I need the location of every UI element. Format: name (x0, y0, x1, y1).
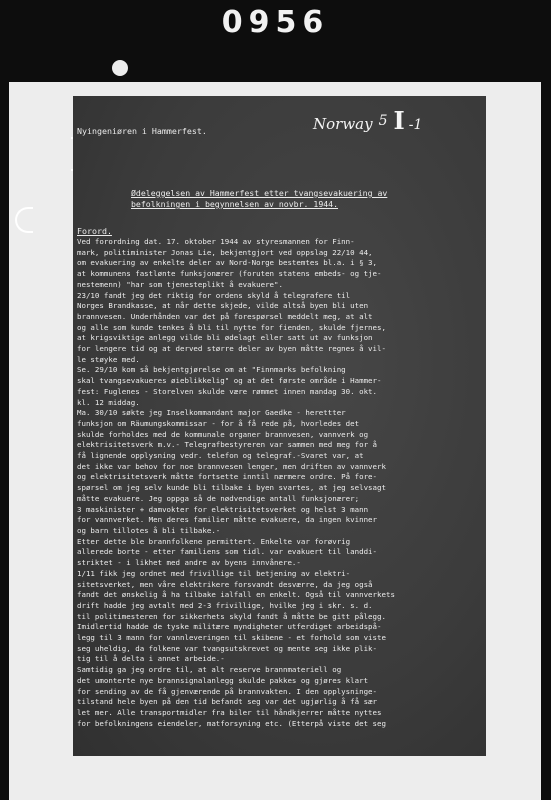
document-photo (73, 96, 486, 756)
body-line: nestemenn) "har som tjenesteplikt å evakuere". (77, 279, 283, 289)
body-line: striktet - i likhet med andre av byens innvånere.- (77, 558, 301, 568)
body-line: legg til 3 mann for vannleveringen til skibene - et forhold som viste (77, 633, 386, 643)
body-line: at krigsviktige anlegg vilde bli ødelagt eller satt ut av funksjon (77, 333, 373, 343)
body-line: mark, politiminister Jonas Lie, bekjentgjort ved oppslag 22/10 44, (77, 247, 373, 257)
body-line: Etter dette ble brannfolkene permittert. Enkelte var forøvrig (77, 536, 351, 546)
body-line: Imidlertid hadde de tyske militære myndigheter utferdiget arbeidspå- (77, 622, 382, 632)
body-text (77, 237, 482, 729)
bracket-mark (15, 207, 33, 233)
body-line: le støyke med. (77, 354, 140, 364)
handwritten-text: Norway (313, 115, 373, 133)
body-line: det umonterte nye brannsignalanlegg skulde pakkes og gjøres klart (77, 675, 369, 685)
body-line: Samtidig ga jeg ordre til, at alt reserve brannmateriell og (77, 665, 342, 675)
body-line: kl. 12 middag. (77, 397, 140, 407)
body-line: tig til å delta i annet arbeide.- (77, 654, 225, 664)
body-line: drift hadde jeg avtalt med 2-3 frivillige, hvilke jeg i skr. s. d. (77, 600, 373, 610)
body-line: skulde forholdes med de kommunale organer brannvesen, vannverk og (77, 429, 369, 439)
title-line: Ødeleggelsen av Hammerfest etter tvangsevakuering av (131, 188, 388, 198)
body-line: tilstand hele byen på den tid befandt seg var det ugjørlig å få sær (77, 697, 378, 707)
body-line: funksjon om Räumungskommissar - for å få rede på, hvorledes det (77, 418, 360, 428)
body-line: måtte evakuere. Jeg oppga så de nødvendige antall funksjonærer; (77, 493, 360, 503)
body-line: og alle som kunde tenkes å bli til nytte for fienden, skulde fjernes, (77, 322, 386, 332)
body-line: seg uheldig, da folkene var tvangsutskrevet og mente seg ikke plik- (77, 643, 378, 653)
document-title (131, 188, 387, 210)
body-line: 1/11 fikk jeg ordnet med frivillige til betjening av elektri- (77, 568, 351, 578)
body-line: elektrisitetsverk m.v.- Telegrafbestyreren var sammen med meg for å (77, 440, 378, 450)
body-line: skal tvangsevakueres øieblikkelig" og at det første område i Hammer- (77, 376, 382, 386)
microfilm-frame-number: 0956 (221, 5, 330, 40)
body-line: for sending av de få gjenværende på brannvakten. I den opplysninge- (77, 686, 378, 696)
body-line: Se. 29/10 kom så bekjentgjørelse om at "Finnmarks befolkning (77, 365, 346, 375)
body-line: at kommunens fastlønte funksjonærer (foruten statens embeds- og tje- (77, 269, 382, 279)
body-line: sitetsverket, men våre elektrikere forsvandt desværre, da jeg også (77, 579, 373, 589)
body-line: 3 maskinister + damvokter for elektrisitetsverket og helst 3 mann (77, 504, 369, 514)
body-line: 23/10 fandt jeg det riktig for ordens skyld å telegrafere til (77, 290, 351, 300)
body-line: og elektrisitetsverk måtte fortsette inntil nærmere ordre. På fore- (77, 472, 378, 482)
body-line: for lengere tid og at derved større deler av byen måtte regnes å vil- (77, 344, 386, 354)
body-line: spørsel om jeg selv kunde bli tilbake i byen svartes, at jeg selvsagt (77, 483, 386, 493)
handwritten-number: 5 (378, 113, 388, 129)
title-line: befolkningen i begynnelsen av novbr. 1944. (131, 199, 339, 209)
body-line: fest: Fuglenes - Storelven skulde være rømmet innen mandag 30. okt. (77, 386, 378, 396)
section-heading: Forord. (77, 226, 112, 236)
body-line: få lignende opplysning vedr. telefon og telegraf.-Svaret var, at (77, 451, 364, 461)
body-line: Ma. 30/10 søkte jeg Inselkommandant major Gaedke - herettter (77, 408, 346, 418)
body-line: brannvesen. Underhånden var det på forespørsel meddelt meg, at alt (77, 311, 373, 321)
body-line: det ikke var behov for noe brannvesen lenger, men driften av vannverk (77, 461, 386, 471)
body-line: Ved forordning dat. 17. oktober 1944 av styresmannen for Finn- (77, 237, 355, 246)
sender-line: Nyingeniøren i Hammerfest. (77, 126, 207, 136)
handwritten-roman-numeral: I (393, 106, 405, 135)
body-line: og barn tillotes å bli tilbake.- (77, 525, 221, 535)
handwritten-annotation (313, 106, 422, 135)
body-line: om evakuering av enkelte deler av Nord-Norge bestemtes bl.a. i § 3, (77, 258, 378, 268)
handwritten-suffix: -1 (408, 117, 423, 133)
body-line: fandt det ønskelig å ha tilbake ialfall en enkelt. Også til vannverkets (77, 590, 395, 600)
body-line: let mer. Alle transportmidler fra biler til håndkjerrer måtte nyttes (77, 707, 382, 717)
body-line: allerede borte - etter familiens som tidl. var evakuert til landdi- (77, 547, 378, 557)
body-line: til politimesteren for sikkerhets skyld fandt å måtte be gitt pålegg. (77, 611, 386, 621)
punch-hole (112, 60, 128, 76)
body-line: Norges Brandkasse, at når dette skjede, vilde altså byen bli uten (77, 301, 369, 311)
body-line: for vannverket. Men deres familier måtte evakuere, da ingen kvinner (77, 515, 378, 525)
body-line: for befolkningens eiendeler, matforsyning etc. (Etterpå viste det seg (77, 718, 386, 728)
